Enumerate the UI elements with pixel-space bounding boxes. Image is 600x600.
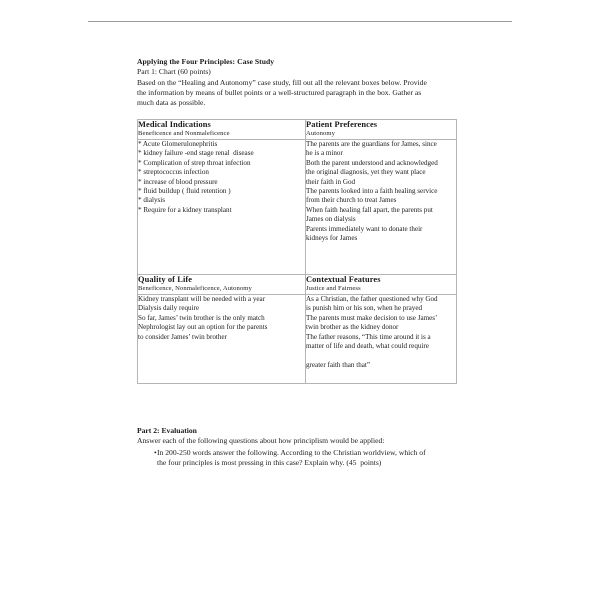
quadrant-body-medical-indications[interactable] <box>138 140 306 275</box>
quadrant-title: Medical Indications <box>138 120 211 129</box>
content-line: Nephrologist lay out an option for the parents <box>138 323 268 332</box>
part2-bullet-text <box>157 448 472 469</box>
quadrant-subtitle: Beneficence, Nonmaleficence, Autonomy <box>138 285 252 293</box>
bullet-icon: • <box>154 447 157 457</box>
bullet-line-2: the four principles is most pressing in this case? Explain why. (45 points) <box>157 458 382 468</box>
content-line: When faith healing fall apart, the parents put <box>306 205 433 214</box>
part2-intro: Answer each of the following questions about how principlism would be applied: <box>137 436 385 446</box>
quadrant-header-patient-preferences <box>306 120 457 140</box>
content-line: The father reasons, “This time around it is a <box>306 332 431 341</box>
content-line: * increase of blood pressure <box>138 177 218 186</box>
content-line: Kidney transplant will be needed with a year <box>138 295 266 303</box>
content-line: greater faith than that” <box>306 360 371 369</box>
quadrant-title: Contextual Features <box>306 275 381 284</box>
chart-header-row-top <box>138 120 457 140</box>
chart-body-row-top <box>138 140 457 275</box>
part2-block <box>137 426 472 469</box>
quadrant-body-quality-of-life[interactable] <box>138 295 306 384</box>
content-line: James on dialysis <box>306 215 356 224</box>
part2-bullet-item <box>137 448 472 469</box>
content-line: to consider James’ twin brother <box>138 332 227 341</box>
content-line: * Acute Glomerulonephritis <box>138 140 218 148</box>
quadrant-title: Patient Preferences <box>306 120 378 129</box>
quadrant-header-contextual-features <box>306 275 457 295</box>
content-line: Parents immediately want to donate their <box>306 224 423 233</box>
content-line: Dialysis daily require <box>138 304 200 313</box>
page-title: Applying the Four Principles: Case Study <box>137 57 275 66</box>
intro-line-3: much data as possible. <box>137 98 206 108</box>
content-line: The parents looked into a faith healing service <box>306 187 438 196</box>
content-line: their faith in God <box>306 177 356 186</box>
header-rule <box>88 21 512 22</box>
quadrant-header-medical-indications <box>138 120 306 140</box>
content-line: As a Christian, the father questioned why God <box>306 295 438 303</box>
bullet-line-1: In 200-250 words answer the following. According to the Christian worldview, which of <box>157 447 426 457</box>
quadrant-subtitle: Beneficence and Nonmaleficence <box>138 130 230 138</box>
part2-title: Part 2: Evaluation <box>137 426 197 435</box>
content-line: from their church to treat James <box>306 196 397 205</box>
intro-line-2: the information by means of bullet points or a well-structured paragraph in the box. Gather as <box>137 88 422 97</box>
chart-header-row-bottom <box>138 275 457 295</box>
content-line: * kidney failure -end stage renal disease <box>138 149 254 158</box>
quadrant-title: Quality of Life <box>138 275 193 284</box>
four-principles-chart <box>137 119 457 384</box>
content-line: * Require for a kidney transplant <box>138 205 232 214</box>
content-line <box>306 351 456 360</box>
content-line: kidneys for James <box>306 234 358 243</box>
quadrant-subtitle: Justice and Fairness <box>306 285 361 293</box>
content-line: * streptococcus infection <box>138 168 209 177</box>
content-line: So far, James’ twin brother is the only match <box>138 313 265 322</box>
content-line: The parents must make decision to use James’ <box>306 313 438 322</box>
content-line: is punish him or his son, when he prayed <box>306 304 423 313</box>
content-line: the original diagnosis, yet they want place <box>306 168 426 177</box>
content-line: * dialysis <box>138 196 165 205</box>
chart-body-row-bottom <box>138 295 457 384</box>
content-line: * fluid buildup ( fluid retention ) <box>138 187 231 196</box>
content-line: The parents are the guardians for James, since <box>306 140 437 148</box>
content-line: Both the parent understood and acknowledged <box>306 158 438 167</box>
content-line: he is a minor <box>306 149 343 158</box>
part1-label: Part 1: Chart (60 points) <box>137 67 211 77</box>
content-line: * Complication of strep throat infection <box>138 158 251 167</box>
intro-line-1: Based on the “Healing and Autonomy” case study, fill out all the relevant boxes below. Provide <box>137 77 427 87</box>
content-line: matter of life and death, what could require <box>306 342 429 351</box>
quadrant-header-quality-of-life <box>138 275 306 295</box>
content-line: twin brother as the kidney donor <box>306 323 399 332</box>
document-header-block <box>137 57 469 109</box>
quadrant-body-contextual-features[interactable] <box>306 295 457 384</box>
quadrant-subtitle: Autonomy <box>306 130 336 138</box>
quadrant-body-patient-preferences[interactable] <box>306 140 457 275</box>
